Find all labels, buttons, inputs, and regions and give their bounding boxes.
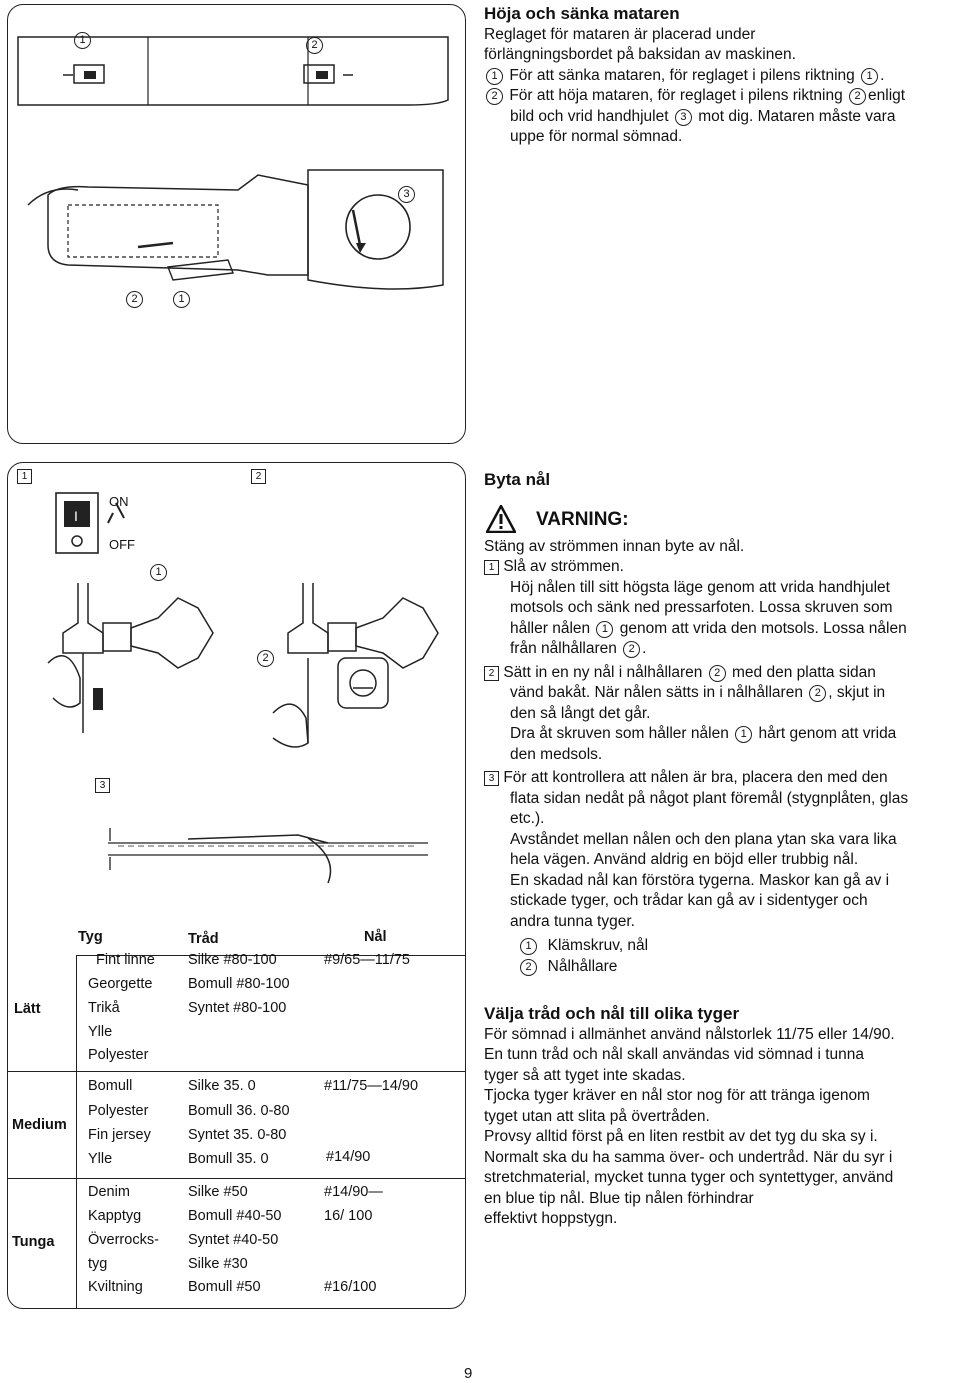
callout-1b: 1 — [173, 291, 190, 308]
table-rule-left — [76, 955, 77, 1308]
callout-clamp-screw: 1 — [150, 564, 167, 581]
feed-step-1: 1 För att sänka mataren, för reglaget i pilens riktning 1 . — [484, 66, 954, 87]
cell-fabric: Överrocks- — [88, 1232, 159, 1248]
cell-thread: Syntet 35. 0-80 — [188, 1127, 287, 1143]
cell-thread: Silke #30 — [188, 1256, 248, 1272]
needle-illustration — [8, 463, 465, 923]
cell-fabric: Ylle — [88, 1151, 113, 1167]
text-line: En skadad nål kan förstöra tygerna. Maskor kan gå av i — [510, 871, 890, 889]
legend-item-2: 2 Nålhållare — [484, 957, 956, 978]
needle-figure-panel — [7, 462, 466, 1309]
feed-title: Höja och sänka mataren — [484, 4, 680, 23]
cell-needle: #14/90 — [326, 1149, 371, 1165]
text-line: håller nålen 1 genom att vrida den motsols. Lossa nålen — [510, 619, 907, 637]
text-line: flata sidan nedåt på något plant föremål (stygnplåten, glas — [510, 789, 909, 807]
header-thread: Tråd — [188, 931, 219, 947]
text-line: Tjocka tyger kräver en nål stor nog för att tränga igenom — [484, 1087, 870, 1104]
svg-text:I: I — [74, 508, 78, 524]
cell-thread: Bomull 36. 0-80 — [188, 1103, 290, 1119]
group-heavy: Tunga — [12, 1234, 55, 1250]
text-line: etc.). — [510, 810, 545, 827]
cell-fabric: Ylle — [88, 1024, 113, 1040]
cell-thread: Bomull #40-50 — [188, 1208, 282, 1224]
text-line: andra tunna tyger. — [510, 912, 635, 930]
feed-dog-illustration — [8, 5, 465, 443]
group-light: Lätt — [14, 1001, 41, 1017]
feed-section — [484, 4, 954, 148]
text-line: En tunn tråd och nål skall användas vid sömnad i tunna — [484, 1046, 864, 1063]
text-line: från nålhållaren 2 . — [510, 640, 647, 657]
cell-fabric: Trikå — [88, 1000, 120, 1016]
cell-fabric: Kviltning — [88, 1279, 143, 1295]
cell-thread: Bomull #50 — [188, 1279, 261, 1295]
cell-needle: #11/75—14/90 — [324, 1078, 419, 1094]
needle-title: Byta nål — [484, 470, 551, 489]
text-line: Provsy alltid först på en liten restbit av det tyg du ska sy i. — [484, 1128, 878, 1145]
feed-step-2-cont: bild och vrid handhjulet 3 mot dig. Mataren måste vara — [510, 107, 896, 125]
switch-on-label: ON — [109, 494, 129, 509]
cell-fabric: Kapptyg — [88, 1208, 142, 1224]
cell-fabric: Fint linne — [96, 952, 155, 968]
text-line: den medsols. — [510, 745, 603, 763]
text-line: tyget utan att slita på övertråden. — [484, 1107, 710, 1125]
text-line: hela vägen. Använd aldrig en böjd eller trubbig nål. — [510, 851, 859, 868]
warning-text: Stäng av strömmen innan byte av nål. — [484, 537, 745, 555]
fig-step-1: 1 — [17, 469, 32, 484]
text-line: Dra åt skruven som håller nålen 1 hårt genom att vrida — [510, 725, 897, 742]
cell-fabric: Polyester — [88, 1047, 149, 1063]
cell-thread: Silke #50 — [188, 1184, 248, 1200]
feed-step-2-end: uppe för normal sömnad. — [510, 128, 683, 145]
fig-step-3: 3 — [95, 778, 110, 793]
cell-fabric: Fin jersey — [88, 1127, 151, 1143]
header-fabric: Tyg — [78, 929, 103, 945]
warning-box — [484, 505, 956, 535]
page-number: 9 — [464, 1365, 473, 1382]
cell-needle: #9/65—11/75 — [324, 952, 410, 968]
text-line: effektivt hoppstygn. — [484, 1210, 618, 1227]
choose-title: Välja tråd och nål till olika tyger — [484, 1004, 740, 1023]
legend-item-1: 1 Klämskruv, nål — [484, 936, 956, 957]
warning-triangle-icon — [486, 505, 516, 533]
cell-fabric: tyg — [88, 1256, 108, 1272]
text-line: vänd bakåt. När nålen sätts in i nålhållaren 2 , skjut in — [510, 684, 886, 701]
text-line: stretchmaterial, mycket tunna tyger och syntettyger, använd — [484, 1169, 894, 1186]
needle-section — [484, 470, 956, 977]
text-line: den så långt det går. — [510, 704, 651, 722]
text-line: Avståndet mellan nålen och den plana ytan ska vara lika — [510, 830, 897, 848]
choose-section — [484, 1004, 956, 1230]
cell-fabric: Polyester — [88, 1103, 149, 1119]
text-line: motsols och sänk ned pressarfoten. Lossa skruven som — [510, 599, 893, 616]
needle-step-2: 2 Sätt in en ny nål i nålhållaren 2 med den platta sidan — [484, 663, 956, 684]
needle-step-3: 3 För att kontrollera att nålen är bra, placera den med den — [484, 768, 956, 789]
cell-needle: #14/90— — [324, 1184, 383, 1200]
cell-fabric: Denim — [88, 1184, 130, 1200]
fig-step-2: 2 — [251, 469, 266, 484]
callout-2: 2 — [306, 37, 323, 54]
text-line: en blue tip nål. Blue tip nålen förhindrar — [484, 1189, 754, 1207]
cell-fabric: Georgette — [88, 976, 153, 992]
feed-dog-figure — [7, 4, 466, 444]
cell-fabric: Bomull — [88, 1078, 133, 1094]
text-line: stickade tyger, och trådar kan gå av i sidentyger och — [510, 892, 868, 909]
header-needle: Nål — [364, 929, 387, 945]
callout-needle-holder: 2 — [257, 650, 274, 667]
callout-3: 3 — [398, 186, 415, 203]
cell-thread: Syntet #40-50 — [188, 1232, 279, 1248]
cell-thread: Bomull #80-100 — [188, 976, 290, 992]
text-line: För sömnad i allmänhet använd nålstorlek 11/75 eller 14/90. — [484, 1025, 895, 1043]
cell-needle: 16/ 100 — [324, 1208, 373, 1224]
cell-thread: Syntet #80-100 — [188, 1000, 287, 1016]
switch-off-label: OFF — [109, 537, 135, 552]
cell-thread: Silke #80-100 — [188, 952, 277, 968]
cell-needle: #16/100 — [324, 1279, 377, 1295]
group-medium: Medium — [12, 1117, 67, 1133]
text-line: Höj nålen till sitt högsta läge genom att vrida handhjulet — [510, 578, 890, 596]
cell-thread: Silke 35. 0 — [188, 1078, 256, 1094]
callout-1: 1 — [74, 32, 91, 49]
feed-step-2: 2 För att höja mataren, för reglaget i pilens riktning 2 enligt — [484, 86, 954, 107]
cell-thread: Bomull 35. 0 — [188, 1151, 269, 1167]
warning-title: VARNING: — [536, 508, 629, 530]
callout-2b: 2 — [126, 291, 143, 308]
feed-intro-1: Reglaget för mataren är placerad under — [484, 25, 756, 43]
text-line: tyger så att tyget inte skadas. — [484, 1066, 686, 1084]
needle-step-1: 1 Slå av strömmen. — [484, 557, 956, 578]
text-line: Normalt ska du ha samma över- och undertråd. När du syr i — [484, 1148, 893, 1166]
feed-intro-2: förlängningsbordet på baksidan av maskinen. — [484, 46, 796, 63]
